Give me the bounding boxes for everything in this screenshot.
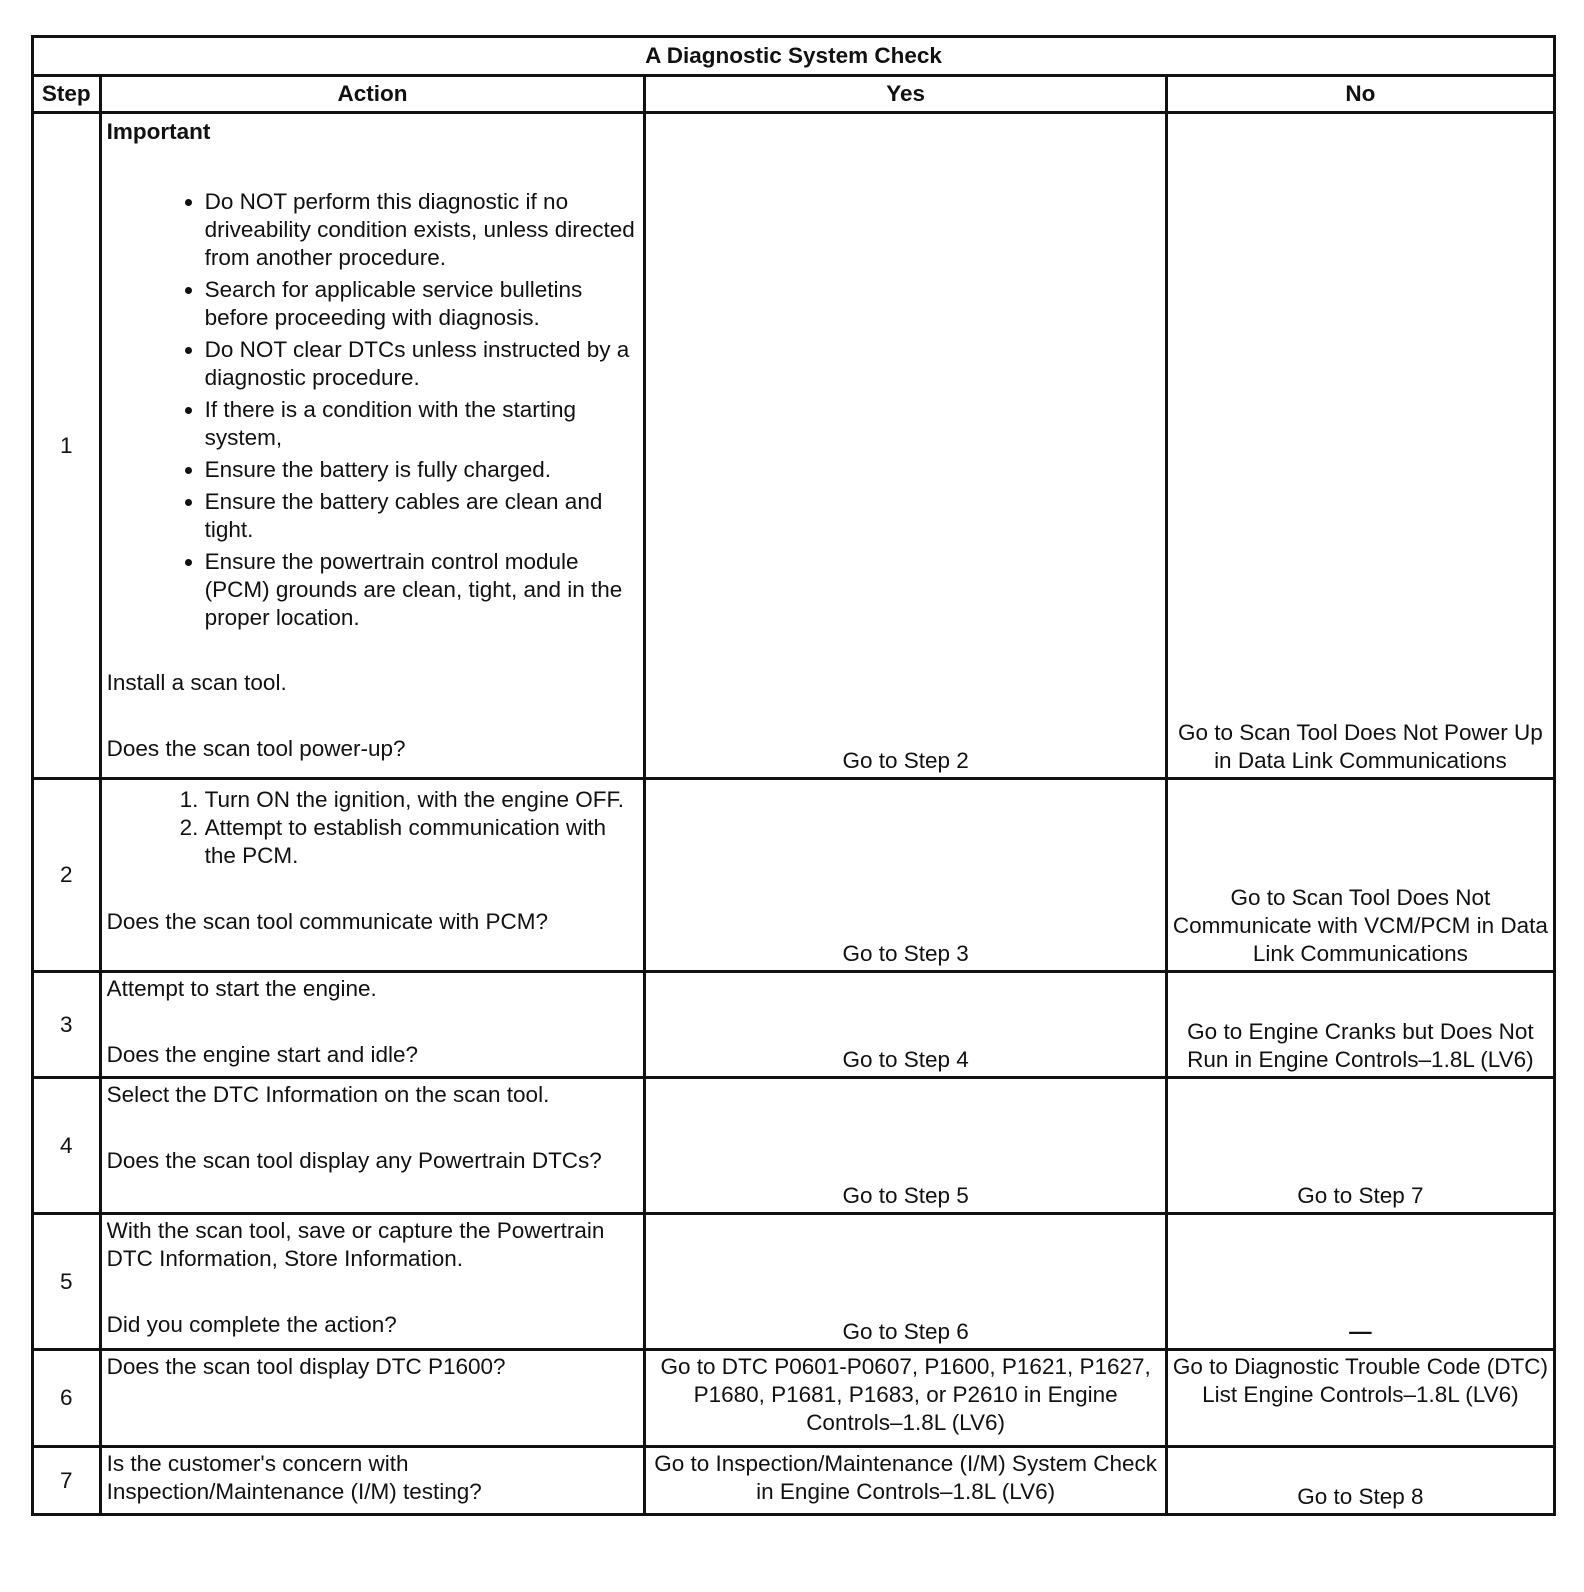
- no-result: Go to Engine Cranks but Does Not Run in Engine Controls–1.8L (LV6): [1166, 972, 1554, 1078]
- no-result: Go to Scan Tool Does Not Communicate with VCM/PCM in Data Link Communications: [1166, 779, 1554, 972]
- yes-result: Go to Step 6: [645, 1214, 1166, 1350]
- action-question: Did you complete the action?: [106, 1312, 397, 1337]
- action-cell: [100, 1447, 645, 1515]
- yes-result: Go to Step 5: [645, 1078, 1166, 1214]
- step-number: 6: [33, 1350, 101, 1447]
- list-item: • Ensure the battery is fully charged.: [205, 456, 639, 484]
- action-question: Is the customer's concern with Inspection/Maintenance (I/M) testing?: [106, 1451, 482, 1504]
- table-row-step-6: [33, 1350, 1555, 1447]
- action-question: Does the scan tool display DTC P1600?: [106, 1354, 506, 1379]
- action-instruction: Install a scan tool.: [106, 670, 287, 695]
- table-row-step-3: [33, 972, 1555, 1078]
- header-no: No: [1166, 76, 1554, 113]
- list-item: • Do NOT perform this diagnostic if no driveability condition exists, unless directed from another procedure.: [205, 188, 639, 272]
- important-bullet-list: [107, 188, 639, 632]
- action-cell: [100, 779, 645, 972]
- action-instruction: Attempt to start the engine.: [106, 976, 377, 1001]
- yes-result: Go to Inspection/Maintenance (I/M) System Check in Engine Controls–1.8L (LV6): [645, 1447, 1166, 1515]
- table-row-step-4: [33, 1078, 1555, 1214]
- yes-result: Go to Step 2: [645, 113, 1166, 779]
- title-row: [33, 37, 1555, 76]
- step-number: 5: [33, 1214, 101, 1350]
- action-cell: [100, 1350, 645, 1447]
- step-number: 7: [33, 1447, 101, 1515]
- no-result: —: [1166, 1214, 1554, 1350]
- action-question: Does the engine start and idle?: [106, 1042, 419, 1067]
- action-question: Does the scan tool power-up?: [106, 736, 406, 761]
- action-instruction: With the scan tool, save or capture the Powertrain DTC Information, Store Information.: [106, 1218, 605, 1271]
- table-row-step-5: [33, 1214, 1555, 1350]
- no-result: Go to Step 7: [1166, 1078, 1554, 1214]
- action-cell: [100, 972, 645, 1078]
- list-item: • Ensure the powertrain control module (PCM) grounds are clean, tight, and in the proper location.: [205, 548, 639, 632]
- yes-result: Go to Step 3: [645, 779, 1166, 972]
- list-item: 2. Attempt to establish communication with the PCM.: [205, 814, 639, 870]
- action-question: Does the scan tool display any Powertrain DTCs?: [106, 1148, 602, 1173]
- header-step: Step: [33, 76, 101, 113]
- yes-result: Go to DTC P0601-P0607, P1600, P1621, P1627, P1680, P1681, P1683, or P2610 in Engine Controls–1.8L (LV6): [645, 1350, 1166, 1447]
- action-instruction: Select the DTC Information on the scan tool.: [106, 1082, 550, 1107]
- list-item: • Search for applicable service bulletins before proceeding with diagnosis.: [205, 276, 639, 332]
- list-item: • Ensure the battery cables are clean and tight.: [205, 488, 639, 544]
- action-numbered-list: [107, 786, 639, 870]
- table-title: A Diagnostic System Check: [33, 37, 1555, 76]
- table-row-step-1: [33, 113, 1555, 779]
- no-result: Go to Scan Tool Does Not Power Up in Data Link Communications: [1166, 113, 1554, 779]
- list-item: • If there is a condition with the starting system,: [205, 396, 639, 452]
- diagnostic-table: [31, 35, 1556, 1516]
- header-row: [33, 76, 1555, 113]
- step-number: 2: [33, 779, 101, 972]
- step-number: 3: [33, 972, 101, 1078]
- important-label: Important: [106, 119, 211, 144]
- list-item: 1. Turn ON the ignition, with the engine OFF.: [205, 786, 639, 814]
- action-question: Does the scan tool communicate with PCM?: [106, 909, 549, 934]
- table-row-step-7: [33, 1447, 1555, 1515]
- no-result: Go to Step 8: [1166, 1447, 1554, 1515]
- header-yes: Yes: [645, 76, 1166, 113]
- yes-result: Go to Step 4: [645, 972, 1166, 1078]
- list-item: • Do NOT clear DTCs unless instructed by a diagnostic procedure.: [205, 336, 639, 392]
- step-number: 4: [33, 1078, 101, 1214]
- action-cell: [100, 113, 645, 779]
- header-action: Action: [100, 76, 645, 113]
- step-number: 1: [33, 113, 101, 779]
- action-cell: [100, 1214, 645, 1350]
- no-result: Go to Diagnostic Trouble Code (DTC) List Engine Controls–1.8L (LV6): [1166, 1350, 1554, 1447]
- table-row-step-2: [33, 779, 1555, 972]
- action-cell: [100, 1078, 645, 1214]
